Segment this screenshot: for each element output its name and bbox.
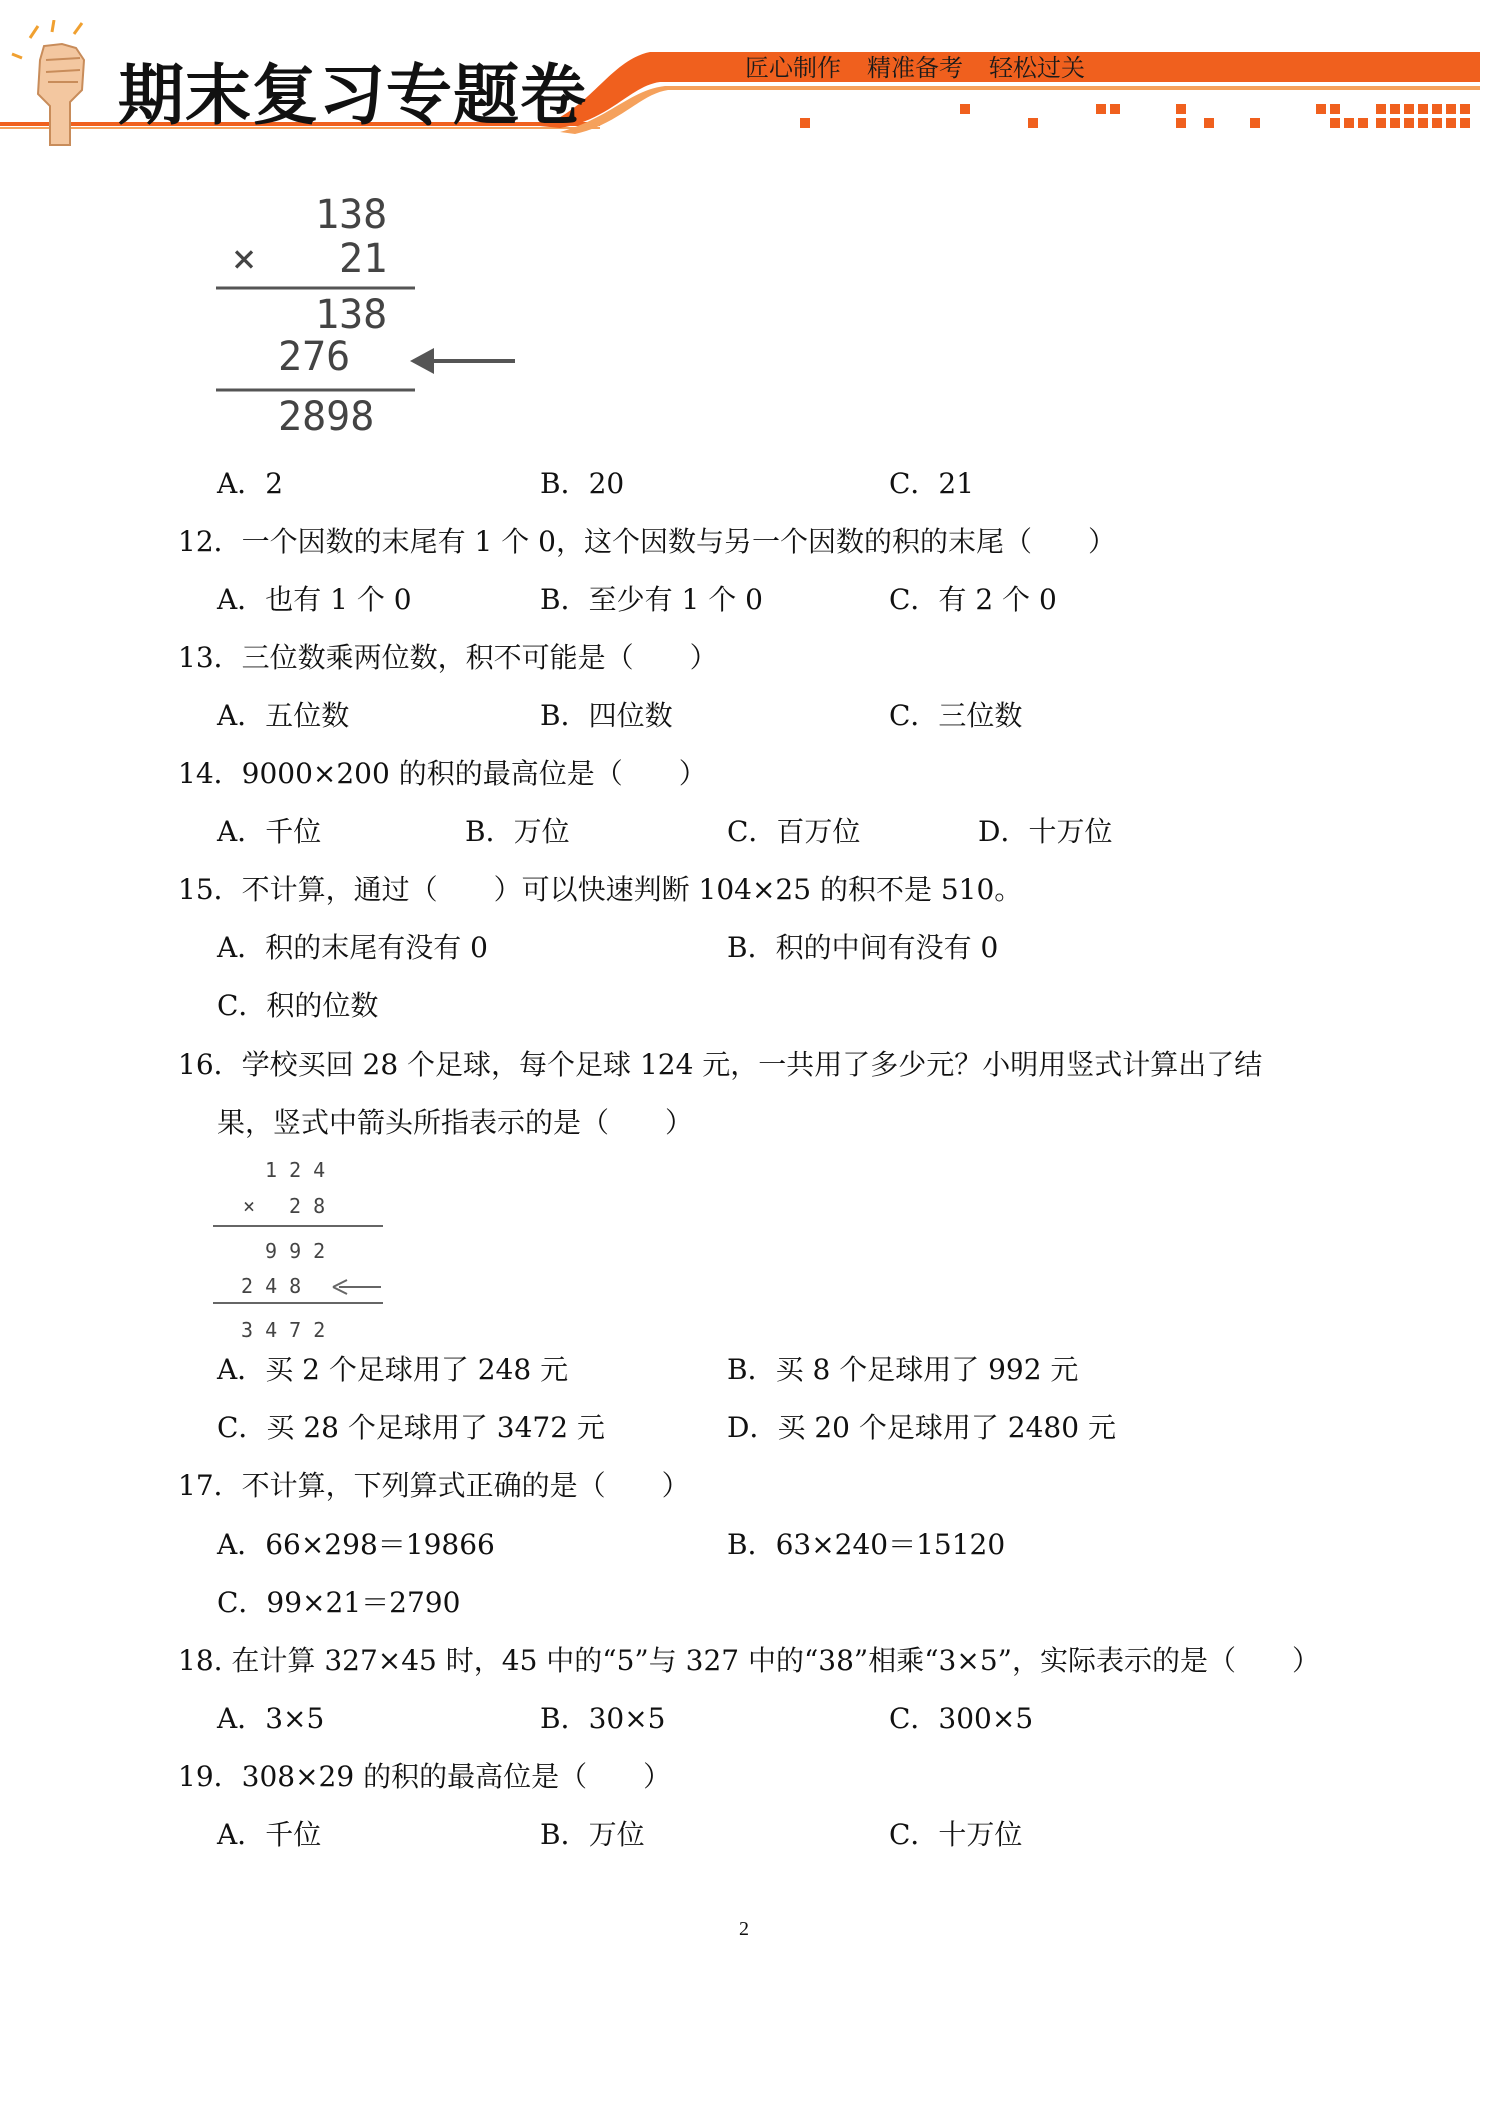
q19-option-b[interactable]: B．万位: [540, 1818, 645, 1851]
calc2-multiplier: 2 8: [289, 1194, 326, 1218]
q12-option-a[interactable]: A．也有 1 个 0: [217, 583, 412, 616]
q18-option-b[interactable]: B．30×5: [540, 1702, 666, 1735]
vertical-multiplication-figure-1: [210, 190, 530, 450]
calc1-multiplier: 21: [339, 236, 388, 282]
arrow-left-icon: [410, 348, 434, 374]
q15-option-a[interactable]: A．积的末尾有没有 0: [217, 931, 488, 964]
q16-option-d[interactable]: D．买 20 个足球用了 2480 元: [727, 1411, 1116, 1444]
q17-option-b[interactable]: B．63×240＝15120: [727, 1528, 1006, 1561]
page-number: 2: [739, 1918, 749, 1940]
q13-option-a[interactable]: A．五位数: [217, 699, 350, 732]
slogan-2: 精准备考: [867, 54, 963, 82]
q11-option-a[interactable]: A．2: [217, 467, 284, 500]
page-header: [0, 0, 1488, 160]
q18-option-a[interactable]: A．3×5: [217, 1702, 325, 1735]
q15-option-b[interactable]: B．积的中间有没有 0: [727, 931, 999, 964]
q16-stem-line-1: 16．学校买回 28 个足球，每个足球 124 元，一共用了多少元？小明用竖式计算出了结: [178, 1048, 1263, 1081]
q16-option-b[interactable]: B．买 8 个足球用了 992 元: [727, 1353, 1079, 1386]
calc2-product: 3 4 7 2: [241, 1318, 326, 1342]
q14-stem: 14．9000×200 的积的最高位是（ ）: [178, 757, 707, 790]
slogan-1: 匠心制作: [745, 54, 841, 82]
q18-option-c[interactable]: C．300×5: [889, 1702, 1034, 1735]
q19-option-a[interactable]: A．千位: [217, 1818, 322, 1851]
q11-option-b[interactable]: B．20: [540, 467, 625, 500]
q14-option-d[interactable]: D．十万位: [978, 815, 1113, 848]
q12-stem: 12．一个因数的末尾有 1 个 0，这个因数与另一个因数的积的末尾（ ）: [178, 525, 1116, 558]
vertical-multiplication-figure-2: [205, 1155, 395, 1345]
q14-option-b[interactable]: B．万位: [465, 815, 570, 848]
calc1-partial-2: 276: [278, 334, 351, 380]
q17-option-a[interactable]: A．66×298＝19866: [217, 1528, 495, 1561]
q11-option-c[interactable]: C．21: [889, 467, 975, 500]
q13-option-c[interactable]: C．三位数: [889, 699, 1023, 732]
q19-stem: 19．308×29 的积的最高位是（ ）: [178, 1760, 672, 1793]
header-slogans: [745, 48, 1085, 83]
calc2-multiplicand: 1 2 4: [265, 1158, 326, 1182]
calc2-times-sign: ×: [243, 1194, 256, 1218]
q16-option-c[interactable]: C．买 28 个足球用了 3472 元: [217, 1411, 605, 1444]
q13-stem: 13．三位数乘两位数，积不可能是（ ）: [178, 641, 718, 674]
calc1-multiplicand: 138: [315, 192, 388, 238]
q17-option-c[interactable]: C．99×21＝2790: [217, 1586, 461, 1619]
q12-option-c[interactable]: C．有 2 个 0: [889, 583, 1057, 616]
q17-stem: 17．不计算，下列算式正确的是（ ）: [178, 1469, 690, 1502]
calc1-product: 2898: [278, 394, 375, 440]
calc1-times-sign: ×: [232, 236, 257, 282]
q15-stem: 15．不计算，通过（ ）可以快速判断 104×25 的积不是 510。: [178, 873, 1023, 906]
q18-stem: 18. 在计算 327×45 时，45 中的“5”与 327 中的“38”相乘“3×5”，实际表示的是（ ）: [178, 1644, 1320, 1677]
q13-option-b[interactable]: B．四位数: [540, 699, 673, 732]
calc2-partial-2: 2 4 8: [241, 1274, 302, 1298]
q14-option-c[interactable]: C．百万位: [727, 815, 861, 848]
calc2-partial-1: 9 9 2: [265, 1239, 326, 1263]
q15-option-c[interactable]: C．积的位数: [217, 989, 379, 1022]
q16-option-a[interactable]: A．买 2 个足球用了 248 元: [217, 1353, 569, 1386]
slogan-3: 轻松过关: [989, 54, 1085, 82]
q14-option-a[interactable]: A．千位: [217, 815, 322, 848]
q16-stem-line-2: 果，竖式中箭头所指表示的是（ ）: [217, 1106, 694, 1139]
q12-option-b[interactable]: B．至少有 1 个 0: [540, 583, 763, 616]
page-title: 期末复习专题卷: [118, 57, 587, 134]
q19-option-c[interactable]: C．十万位: [889, 1818, 1023, 1851]
raised-fist-icon: [0, 20, 130, 150]
calc1-partial-1: 138: [315, 292, 388, 338]
